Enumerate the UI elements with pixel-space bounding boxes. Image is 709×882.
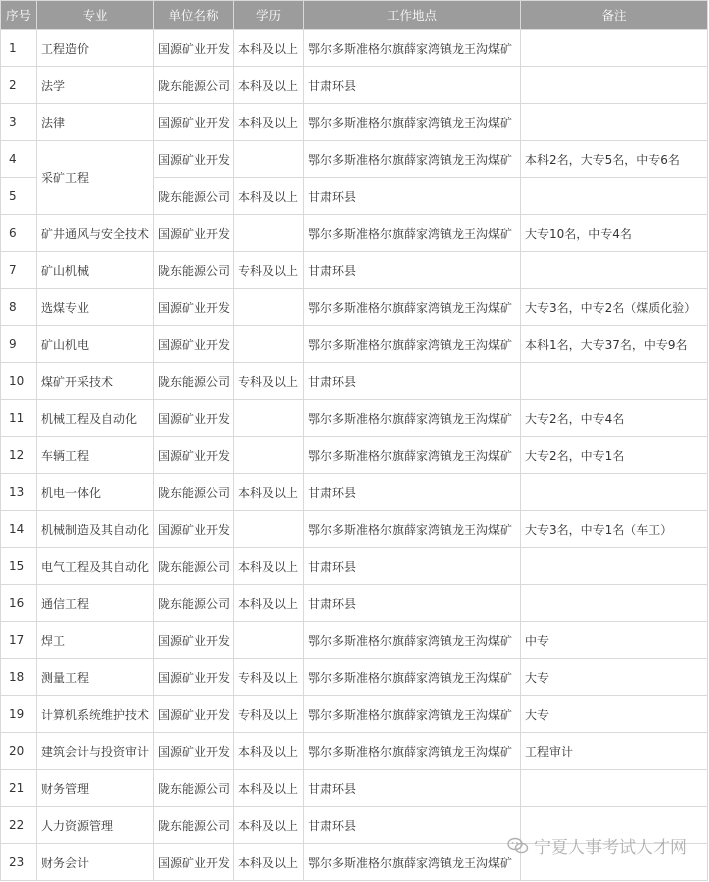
cell-no: 10 <box>1 363 37 400</box>
table-row <box>1 474 708 511</box>
cell-major: 财务会计 <box>37 844 154 881</box>
cell-education: 专科及以上 <box>234 659 304 696</box>
table-row <box>1 400 708 437</box>
cell-location: 甘肃环县 <box>304 178 521 215</box>
cell-note: 大专2名，中专4名 <box>521 400 708 437</box>
cell-major: 选煤专业 <box>37 289 154 326</box>
table-row <box>1 622 708 659</box>
cell-major: 焊工 <box>37 622 154 659</box>
table-row <box>1 548 708 585</box>
cell-no: 23 <box>1 844 37 881</box>
cell-no: 20 <box>1 733 37 770</box>
cell-no: 11 <box>1 400 37 437</box>
cell-no: 18 <box>1 659 37 696</box>
cell-note <box>521 104 708 141</box>
cell-no: 12 <box>1 437 37 474</box>
cell-unit: 陇东能源公司 <box>154 807 234 844</box>
cell-note: 中专 <box>521 622 708 659</box>
cell-major: 通信工程 <box>37 585 154 622</box>
cell-location: 鄂尔多斯准格尔旗薛家湾镇龙王沟煤矿 <box>304 400 521 437</box>
table-row <box>1 215 708 252</box>
cell-no: 3 <box>1 104 37 141</box>
watermark-text: 宁夏人事考试人才网 <box>534 838 687 858</box>
cell-education <box>234 437 304 474</box>
cell-education: 本科及以上 <box>234 844 304 881</box>
cell-unit: 陇东能源公司 <box>154 67 234 104</box>
cell-unit: 国源矿业开发 <box>154 659 234 696</box>
cell-note: 本科1名，大专37名，中专9名 <box>521 326 708 363</box>
cell-unit: 陇东能源公司 <box>154 363 234 400</box>
cell-no: 6 <box>1 215 37 252</box>
cell-major: 机电一体化 <box>37 474 154 511</box>
table-row <box>1 67 708 104</box>
cell-unit: 国源矿业开发 <box>154 289 234 326</box>
cell-major: 法学 <box>37 67 154 104</box>
cell-education: 本科及以上 <box>234 67 304 104</box>
table-row <box>1 659 708 696</box>
cell-note <box>521 67 708 104</box>
cell-note: 大专3名，中专1名（车工） <box>521 511 708 548</box>
cell-education: 本科及以上 <box>234 178 304 215</box>
cell-no: 17 <box>1 622 37 659</box>
cell-major: 矿山机械 <box>37 252 154 289</box>
cell-major: 财务管理 <box>37 770 154 807</box>
cell-education <box>234 511 304 548</box>
cell-major: 法律 <box>37 104 154 141</box>
cell-note <box>521 178 708 215</box>
cell-unit: 国源矿业开发 <box>154 511 234 548</box>
cell-major: 测量工程 <box>37 659 154 696</box>
cell-location: 鄂尔多斯准格尔旗薛家湾镇龙王沟煤矿 <box>304 733 521 770</box>
cell-education: 本科及以上 <box>234 770 304 807</box>
cell-education: 本科及以上 <box>234 30 304 67</box>
cell-note: 本科2名，大专5名，中专6名 <box>521 141 708 178</box>
table-row <box>1 696 708 733</box>
cell-unit: 国源矿业开发 <box>154 215 234 252</box>
cell-education: 本科及以上 <box>234 474 304 511</box>
cell-unit: 国源矿业开发 <box>154 326 234 363</box>
cell-major: 车辆工程 <box>37 437 154 474</box>
header-major: 专业 <box>37 1 154 30</box>
table-row <box>1 770 708 807</box>
cell-unit: 国源矿业开发 <box>154 400 234 437</box>
cell-major: 矿山机电 <box>37 326 154 363</box>
cell-no: 2 <box>1 67 37 104</box>
cell-unit: 国源矿业开发 <box>154 844 234 881</box>
cell-major: 建筑会计与投资审计 <box>37 733 154 770</box>
cell-location: 甘肃环县 <box>304 770 521 807</box>
cell-no: 1 <box>1 30 37 67</box>
cell-location: 鄂尔多斯准格尔旗薛家湾镇龙王沟煤矿 <box>304 511 521 548</box>
cell-education: 专科及以上 <box>234 696 304 733</box>
header-unit: 单位名称 <box>154 1 234 30</box>
cell-note: 大专 <box>521 659 708 696</box>
cell-location: 鄂尔多斯准格尔旗薛家湾镇龙王沟煤矿 <box>304 622 521 659</box>
cell-no: 14 <box>1 511 37 548</box>
cell-location: 甘肃环县 <box>304 67 521 104</box>
cell-major: 电气工程及其自动化 <box>37 548 154 585</box>
cell-unit: 国源矿业开发 <box>154 141 234 178</box>
cell-unit: 国源矿业开发 <box>154 733 234 770</box>
cell-education: 本科及以上 <box>234 733 304 770</box>
cell-no: 21 <box>1 770 37 807</box>
cell-unit: 国源矿业开发 <box>154 696 234 733</box>
cell-no: 8 <box>1 289 37 326</box>
table-row <box>1 141 708 178</box>
table-row <box>1 363 708 400</box>
cell-location: 鄂尔多斯准格尔旗薛家湾镇龙王沟煤矿 <box>304 659 521 696</box>
cell-location: 甘肃环县 <box>304 548 521 585</box>
header-note: 备注 <box>521 1 708 30</box>
cell-major: 煤矿开采技术 <box>37 363 154 400</box>
cell-location: 鄂尔多斯准格尔旗薛家湾镇龙王沟煤矿 <box>304 215 521 252</box>
header-location: 工作地点 <box>304 1 521 30</box>
cell-unit: 陇东能源公司 <box>154 178 234 215</box>
cell-education <box>234 622 304 659</box>
cell-education <box>234 289 304 326</box>
cell-education <box>234 141 304 178</box>
cell-location: 鄂尔多斯准格尔旗薛家湾镇龙王沟煤矿 <box>304 141 521 178</box>
cell-location: 鄂尔多斯准格尔旗薛家湾镇龙王沟煤矿 <box>304 844 521 881</box>
cell-location: 甘肃环县 <box>304 252 521 289</box>
cell-note: 大专3名，中专2名（煤质化验） <box>521 289 708 326</box>
table-row <box>1 585 708 622</box>
header-education: 学历 <box>234 1 304 30</box>
table-body <box>1 30 708 881</box>
cell-major: 工程造价 <box>37 30 154 67</box>
cell-note <box>521 770 708 807</box>
table-row <box>1 104 708 141</box>
cell-location: 鄂尔多斯准格尔旗薛家湾镇龙王沟煤矿 <box>304 30 521 67</box>
cell-no: 22 <box>1 807 37 844</box>
cell-note <box>521 30 708 67</box>
table-row <box>1 511 708 548</box>
cell-location: 甘肃环县 <box>304 585 521 622</box>
cell-no: 15 <box>1 548 37 585</box>
cell-note: 大专2名，中专1名 <box>521 437 708 474</box>
cell-note <box>521 474 708 511</box>
cell-unit: 陇东能源公司 <box>154 585 234 622</box>
cell-note <box>521 252 708 289</box>
cell-education <box>234 400 304 437</box>
watermark <box>507 833 687 858</box>
table-row <box>1 289 708 326</box>
cell-note <box>521 363 708 400</box>
cell-location: 鄂尔多斯准格尔旗薛家湾镇龙王沟煤矿 <box>304 696 521 733</box>
cell-location: 鄂尔多斯准格尔旗薛家湾镇龙王沟煤矿 <box>304 326 521 363</box>
cell-education: 专科及以上 <box>234 252 304 289</box>
cell-education: 本科及以上 <box>234 548 304 585</box>
cell-unit: 国源矿业开发 <box>154 437 234 474</box>
cell-unit: 国源矿业开发 <box>154 30 234 67</box>
table-row <box>1 326 708 363</box>
cell-education <box>234 326 304 363</box>
cell-education: 本科及以上 <box>234 807 304 844</box>
cell-location: 鄂尔多斯准格尔旗薛家湾镇龙王沟煤矿 <box>304 104 521 141</box>
cell-no: 16 <box>1 585 37 622</box>
table-row <box>1 252 708 289</box>
cell-note: 大专 <box>521 696 708 733</box>
cell-note <box>521 548 708 585</box>
cell-education: 专科及以上 <box>234 363 304 400</box>
cell-no: 4 <box>1 141 37 178</box>
cell-no: 9 <box>1 326 37 363</box>
cell-major: 机械工程及自动化 <box>37 400 154 437</box>
cell-major: 计算机系统维护技术 <box>37 696 154 733</box>
table-row <box>1 30 708 67</box>
cell-no: 5 <box>1 178 37 215</box>
cell-major: 机械制造及其自动化 <box>37 511 154 548</box>
cell-education <box>234 215 304 252</box>
cell-education: 本科及以上 <box>234 585 304 622</box>
cell-note <box>521 585 708 622</box>
cell-education: 本科及以上 <box>234 104 304 141</box>
cell-note: 工程审计 <box>521 733 708 770</box>
cell-no: 7 <box>1 252 37 289</box>
cell-location: 甘肃环县 <box>304 807 521 844</box>
cell-major: 人力资源管理 <box>37 807 154 844</box>
header-no: 序号 <box>1 1 37 30</box>
cell-unit: 陇东能源公司 <box>154 770 234 807</box>
cell-location: 甘肃环县 <box>304 474 521 511</box>
wechat-icon <box>507 837 529 855</box>
cell-major: 矿井通风与安全技术 <box>37 215 154 252</box>
cell-unit: 陇东能源公司 <box>154 548 234 585</box>
cell-location: 鄂尔多斯准格尔旗薛家湾镇龙王沟煤矿 <box>304 289 521 326</box>
table-row <box>1 437 708 474</box>
cell-unit: 陇东能源公司 <box>154 474 234 511</box>
cell-unit: 陇东能源公司 <box>154 252 234 289</box>
cell-unit: 国源矿业开发 <box>154 622 234 659</box>
cell-unit: 国源矿业开发 <box>154 104 234 141</box>
cell-no: 13 <box>1 474 37 511</box>
cell-location: 甘肃环县 <box>304 363 521 400</box>
cell-note: 大专10名，中专4名 <box>521 215 708 252</box>
cell-no: 19 <box>1 696 37 733</box>
table-row <box>1 733 708 770</box>
cell-location: 鄂尔多斯准格尔旗薛家湾镇龙王沟煤矿 <box>304 437 521 474</box>
cell-major: 采矿工程 <box>37 141 154 215</box>
table-header-row <box>1 1 708 30</box>
